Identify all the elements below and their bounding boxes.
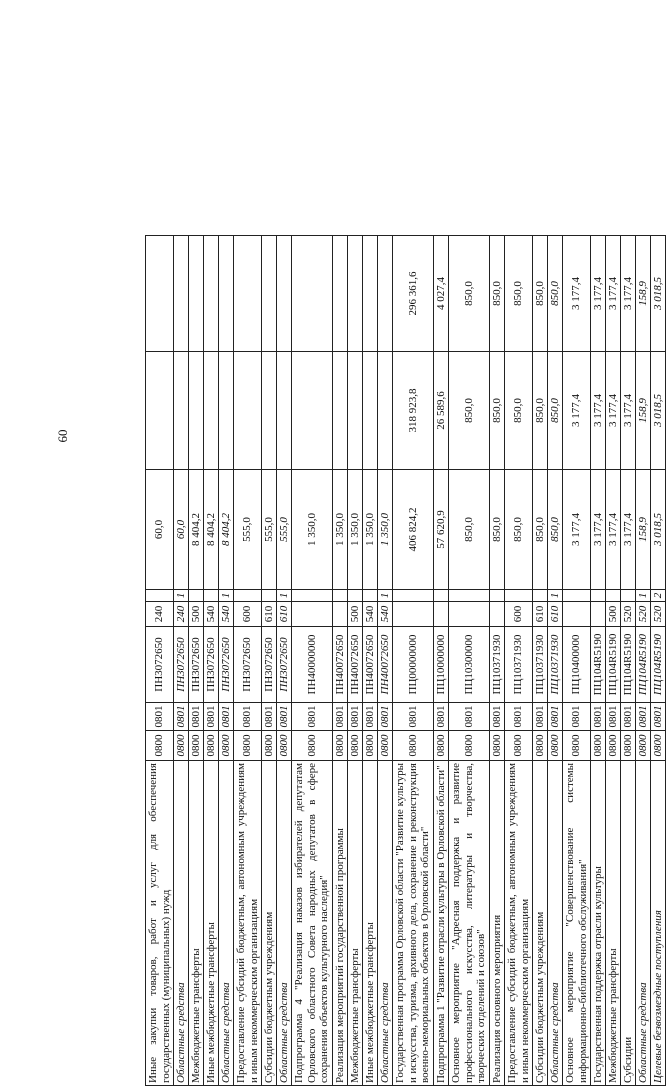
amount-year1-cell: 555,0 [233,469,261,589]
section-code-cell: 0800 [532,730,547,760]
amount-year3-cell [173,235,188,351]
row-name-cell: Реализация основного мероприятия [489,760,504,1085]
source-code-cell: 1 [276,589,291,601]
table-row [261,235,276,1085]
section-code-cell: 0800 [276,730,291,760]
subsection-code-cell: 0801 [635,702,650,730]
section-code-cell: 0800 [562,730,590,760]
expense-type-cell: 540 [203,601,218,626]
target-article-cell: ПН3072650 [233,626,261,702]
subsection-code-cell: 0801 [562,702,590,730]
expense-type-cell [562,601,590,626]
amount-year3-cell: 850,0 [504,235,532,351]
table-row [504,235,532,1085]
source-code-cell [392,589,433,601]
section-code-cell: 0800 [635,730,650,760]
row-name-cell: Областные средства [218,760,233,1085]
row-name-cell: Субсидии [620,760,635,1085]
amount-year1-cell: 3 177,4 [605,469,620,589]
target-article-cell: ПЦ00000000 [392,626,433,702]
subsection-code-cell: 0801 [173,702,188,730]
amount-year2-cell: 850,0 [532,351,547,469]
row-name-cell: Иные межбюджетные трансферты [203,760,218,1085]
amount-year1-cell: 1 350,0 [332,469,347,589]
target-article-cell: ПН40072650 [347,626,362,702]
target-article-cell: ПН3072650 [261,626,276,702]
amount-year1-cell: 850,0 [547,469,562,589]
target-article-cell: ПЦ10371930 [547,626,562,702]
source-code-cell: 1 [635,589,650,601]
table-row [291,235,332,1085]
table-row [203,235,218,1085]
source-code-cell [620,589,635,601]
table-row [605,235,620,1085]
amount-year1-cell: 3 177,4 [562,469,590,589]
expense-type-cell: 600 [233,601,261,626]
target-article-cell: ПЦ104R5190 [590,626,605,702]
table-row [489,235,504,1085]
target-article-cell: ПЦ10400000 [562,626,590,702]
amount-year3-cell: 3 177,4 [590,235,605,351]
subsection-code-cell: 0801 [650,702,665,730]
section-code-cell: 0800 [203,730,218,760]
table-row [392,235,433,1085]
row-name-cell: Подпрограмма 1 "Развитие отрасли культуры в Орловской области" [433,760,448,1085]
table-row [547,235,562,1085]
table-row [635,235,650,1085]
section-code-cell: 0800 [650,730,665,760]
amount-year3-cell [377,235,392,351]
amount-year2-cell [233,351,261,469]
expense-type-cell: 540 [218,601,233,626]
target-article-cell: ПЦ10371930 [489,626,504,702]
amount-year1-cell: 1 350,0 [291,469,332,589]
target-article-cell: ПН40072650 [332,626,347,702]
amount-year2-cell [332,351,347,469]
amount-year1-cell: 3 018,5 [650,469,665,589]
amount-year1-cell: 850,0 [489,469,504,589]
section-code-cell: 0800 [261,730,276,760]
source-code-cell [362,589,377,601]
amount-year2-cell [362,351,377,469]
subsection-code-cell: 0801 [347,702,362,730]
source-code-cell [433,589,448,601]
amount-year2-cell: 850,0 [448,351,489,469]
source-code-cell: 1 [218,589,233,601]
amount-year2-cell [291,351,332,469]
amount-year3-cell: 850,0 [532,235,547,351]
amount-year2-cell [145,351,173,469]
budget-table-sheet [145,236,664,1086]
subsection-code-cell: 0801 [392,702,433,730]
row-name-cell: Областные средства [276,760,291,1085]
amount-year1-cell: 60,0 [145,469,173,589]
source-code-cell: 2 [650,589,665,601]
section-code-cell: 0800 [620,730,635,760]
amount-year2-cell: 3 177,4 [620,351,635,469]
section-code-cell: 0800 [605,730,620,760]
target-article-cell: ПЦ10371930 [504,626,532,702]
amount-year3-cell [291,235,332,351]
expense-type-cell: 610 [276,601,291,626]
row-name-cell: Областные средства [173,760,188,1085]
expense-type-cell: 500 [605,601,620,626]
table-row [650,235,665,1085]
row-name-cell: Подпрограмма 4 "Реализация наказов избирателей депутатам Орловского областного Совета народных депутатов в сфере сохранения объектов культурного наследия" [291,760,332,1085]
subsection-code-cell: 0801 [145,702,173,730]
amount-year1-cell: 850,0 [448,469,489,589]
table-row [620,235,635,1085]
row-name-cell: Целевые безвозмездные поступления [650,760,665,1085]
amount-year1-cell: 850,0 [504,469,532,589]
table-row [218,235,233,1085]
amount-year3-cell: 296 361,6 [392,235,433,351]
amount-year3-cell [362,235,377,351]
subsection-code-cell: 0801 [291,702,332,730]
subsection-code-cell: 0801 [218,702,233,730]
table-row [276,235,291,1085]
subsection-code-cell: 0801 [532,702,547,730]
amount-year2-cell: 158,9 [635,351,650,469]
source-code-cell [489,589,504,601]
amount-year3-cell [203,235,218,351]
expense-type-cell: 520 [650,601,665,626]
table-row [145,235,173,1085]
expense-type-cell [392,601,433,626]
section-code-cell: 0800 [291,730,332,760]
amount-year2-cell: 26 589,6 [433,351,448,469]
expense-type-cell: 610 [261,601,276,626]
amount-year3-cell: 850,0 [448,235,489,351]
expense-type-cell [590,601,605,626]
row-name-cell: Предоставление субсидий бюджетным, автономным учреждениям и иным некоммерческим организациям [233,760,261,1085]
amount-year3-cell [347,235,362,351]
row-name-cell: Межбюджетные трансферты [188,760,203,1085]
section-code-cell: 0800 [392,730,433,760]
amount-year1-cell: 8 404,2 [218,469,233,589]
amount-year3-cell: 3 177,4 [562,235,590,351]
amount-year1-cell: 158,9 [635,469,650,589]
table-row [590,235,605,1085]
subsection-code-cell: 0801 [276,702,291,730]
expense-type-cell: 520 [620,601,635,626]
table-row [448,235,489,1085]
row-name-cell: Основное мероприятие "Совершенствование системы информационно-библиотечного обслуживания" [562,760,590,1085]
target-article-cell: ПЦ104R5190 [635,626,650,702]
subsection-code-cell: 0801 [547,702,562,730]
expense-type-cell: 600 [504,601,532,626]
source-code-cell: 1 [377,589,392,601]
expense-type-cell: 520 [635,601,650,626]
table-row [347,235,362,1085]
expense-type-cell: 500 [347,601,362,626]
row-name-cell: Областные средства [377,760,392,1085]
source-code-cell [332,589,347,601]
amount-year3-cell: 3 018,5 [650,235,665,351]
target-article-cell: ПЦ10300000 [448,626,489,702]
section-code-cell: 0800 [433,730,448,760]
expense-type-cell: 610 [532,601,547,626]
row-name-cell: Государственная поддержка отрасли культуры [590,760,605,1085]
amount-year2-cell [276,351,291,469]
source-code-cell [532,589,547,601]
section-code-cell: 0800 [504,730,532,760]
target-article-cell: ПЦ10371930 [532,626,547,702]
amount-year2-cell [261,351,276,469]
amount-year2-cell [188,351,203,469]
section-code-cell: 0800 [547,730,562,760]
amount-year2-cell: 318 923,8 [392,351,433,469]
target-article-cell: ПН3072650 [203,626,218,702]
expense-type-cell: 540 [362,601,377,626]
section-code-cell: 0800 [188,730,203,760]
table-row [332,235,347,1085]
subsection-code-cell: 0801 [590,702,605,730]
amount-year2-cell: 850,0 [489,351,504,469]
target-article-cell: ПН3072650 [173,626,188,702]
amount-year3-cell [233,235,261,351]
amount-year3-cell [261,235,276,351]
section-code-cell: 0800 [332,730,347,760]
amount-year2-cell [347,351,362,469]
amount-year1-cell: 1 350,0 [347,469,362,589]
amount-year1-cell: 406 824,2 [392,469,433,589]
amount-year3-cell [218,235,233,351]
expense-type-cell [433,601,448,626]
source-code-cell: 1 [547,589,562,601]
amount-year3-cell [145,235,173,351]
budget-allocation-table [145,235,666,1086]
row-name-cell: Областные средства [547,760,562,1085]
source-code-cell [203,589,218,601]
expense-type-cell: 500 [188,601,203,626]
amount-year3-cell [276,235,291,351]
amount-year3-cell: 3 177,4 [605,235,620,351]
amount-year2-cell [218,351,233,469]
expense-type-cell: 240 [145,601,173,626]
subsection-code-cell: 0801 [489,702,504,730]
amount-year1-cell: 60,0 [173,469,188,589]
table-row [233,235,261,1085]
subsection-code-cell: 0801 [261,702,276,730]
expense-type-cell [489,601,504,626]
section-code-cell: 0800 [145,730,173,760]
amount-year2-cell [377,351,392,469]
section-code-cell: 0800 [347,730,362,760]
row-name-cell: Субсидии бюджетным учреждениям [532,760,547,1085]
amount-year2-cell: 3 018,5 [650,351,665,469]
row-name-cell: Субсидии бюджетным учреждениям [261,760,276,1085]
amount-year1-cell: 1 350,0 [362,469,377,589]
amount-year1-cell: 555,0 [261,469,276,589]
target-article-cell: ПН40000000 [291,626,332,702]
subsection-code-cell: 0801 [188,702,203,730]
target-article-cell: ПН40072650 [362,626,377,702]
subsection-code-cell: 0801 [233,702,261,730]
table-row [173,235,188,1085]
section-code-cell: 0800 [448,730,489,760]
amount-year3-cell: 3 177,4 [620,235,635,351]
target-article-cell: ПЦ104R5190 [605,626,620,702]
target-article-cell: ПН3072650 [188,626,203,702]
subsection-code-cell: 0801 [620,702,635,730]
amount-year2-cell [173,351,188,469]
subsection-code-cell: 0801 [504,702,532,730]
table-row [532,235,547,1085]
expense-type-cell: 240 [173,601,188,626]
amount-year3-cell: 158,9 [635,235,650,351]
row-name-cell: Иные закупки товаров, работ и услуг для обеспечения государственных (муниципальных) нужд [145,760,173,1085]
row-name-cell: Иные межбюджетные трансферты [362,760,377,1085]
amount-year1-cell: 1 350,0 [377,469,392,589]
amount-year3-cell [332,235,347,351]
row-name-cell: Государственная программа Орловской области "Развитие культуры и искусства, туризма, архивного дела, сохранение и реконструкция военно-мемориальных объектов в Орловской области" [392,760,433,1085]
row-name-cell: Областные средства [635,760,650,1085]
expense-type-cell [332,601,347,626]
source-code-cell [347,589,362,601]
source-code-cell [291,589,332,601]
target-article-cell: ПН40072650 [377,626,392,702]
amount-year1-cell: 850,0 [532,469,547,589]
amount-year2-cell: 850,0 [547,351,562,469]
amount-year1-cell: 3 177,4 [590,469,605,589]
source-code-cell [504,589,532,601]
amount-year1-cell: 8 404,2 [188,469,203,589]
subsection-code-cell: 0801 [448,702,489,730]
subsection-code-cell: 0801 [377,702,392,730]
table-row [188,235,203,1085]
expense-type-cell [291,601,332,626]
row-name-cell: Предоставление субсидий бюджетным, автономным учреждениям и иным некоммерческим организациям [504,760,532,1085]
target-article-cell: ПН3072650 [218,626,233,702]
page-number: 60 [55,429,70,443]
table-row [362,235,377,1085]
table-body [145,235,665,1085]
subsection-code-cell: 0801 [605,702,620,730]
row-name-cell: Реализация мероприятий государственной программы [332,760,347,1085]
amount-year3-cell: 4 027,4 [433,235,448,351]
subsection-code-cell: 0801 [362,702,377,730]
row-name-cell: Межбюджетные трансферты [605,760,620,1085]
amount-year1-cell: 555,0 [276,469,291,589]
expense-type-cell: 610 [547,601,562,626]
amount-year1-cell: 3 177,4 [620,469,635,589]
subsection-code-cell: 0801 [332,702,347,730]
source-code-cell [261,589,276,601]
target-article-cell: ПЦ104R5190 [620,626,635,702]
amount-year3-cell: 850,0 [489,235,504,351]
source-code-cell [562,589,590,601]
source-code-cell [448,589,489,601]
subsection-code-cell: 0801 [203,702,218,730]
section-code-cell: 0800 [489,730,504,760]
section-code-cell: 0800 [377,730,392,760]
row-name-cell: Основное мероприятие "Адресная поддержка и развитие профессионального искусства, литературы и творчества, творческих отделений и союзов" [448,760,489,1085]
table-row [433,235,448,1085]
amount-year1-cell: 57 620,9 [433,469,448,589]
target-article-cell: ПН3072650 [276,626,291,702]
section-code-cell: 0800 [590,730,605,760]
amount-year3-cell: 850,0 [547,235,562,351]
source-code-cell [605,589,620,601]
subsection-code-cell: 0801 [433,702,448,730]
amount-year3-cell [188,235,203,351]
amount-year2-cell: 850,0 [504,351,532,469]
amount-year2-cell: 3 177,4 [605,351,620,469]
target-article-cell: ПН3072650 [145,626,173,702]
amount-year2-cell: 3 177,4 [562,351,590,469]
section-code-cell: 0800 [233,730,261,760]
source-code-cell [145,589,173,601]
expense-type-cell: 540 [377,601,392,626]
section-code-cell: 0800 [362,730,377,760]
table-row [377,235,392,1085]
amount-year1-cell: 8 404,2 [203,469,218,589]
source-code-cell [188,589,203,601]
amount-year2-cell: 3 177,4 [590,351,605,469]
row-name-cell: Межбюджетные трансферты [347,760,362,1085]
target-article-cell: ПЦ104R5190 [650,626,665,702]
source-code-cell [590,589,605,601]
section-code-cell: 0800 [173,730,188,760]
amount-year2-cell [203,351,218,469]
section-code-cell: 0800 [218,730,233,760]
source-code-cell: 1 [173,589,188,601]
target-article-cell: ПЦ10000000 [433,626,448,702]
table-row [562,235,590,1085]
source-code-cell [233,589,261,601]
expense-type-cell [448,601,489,626]
